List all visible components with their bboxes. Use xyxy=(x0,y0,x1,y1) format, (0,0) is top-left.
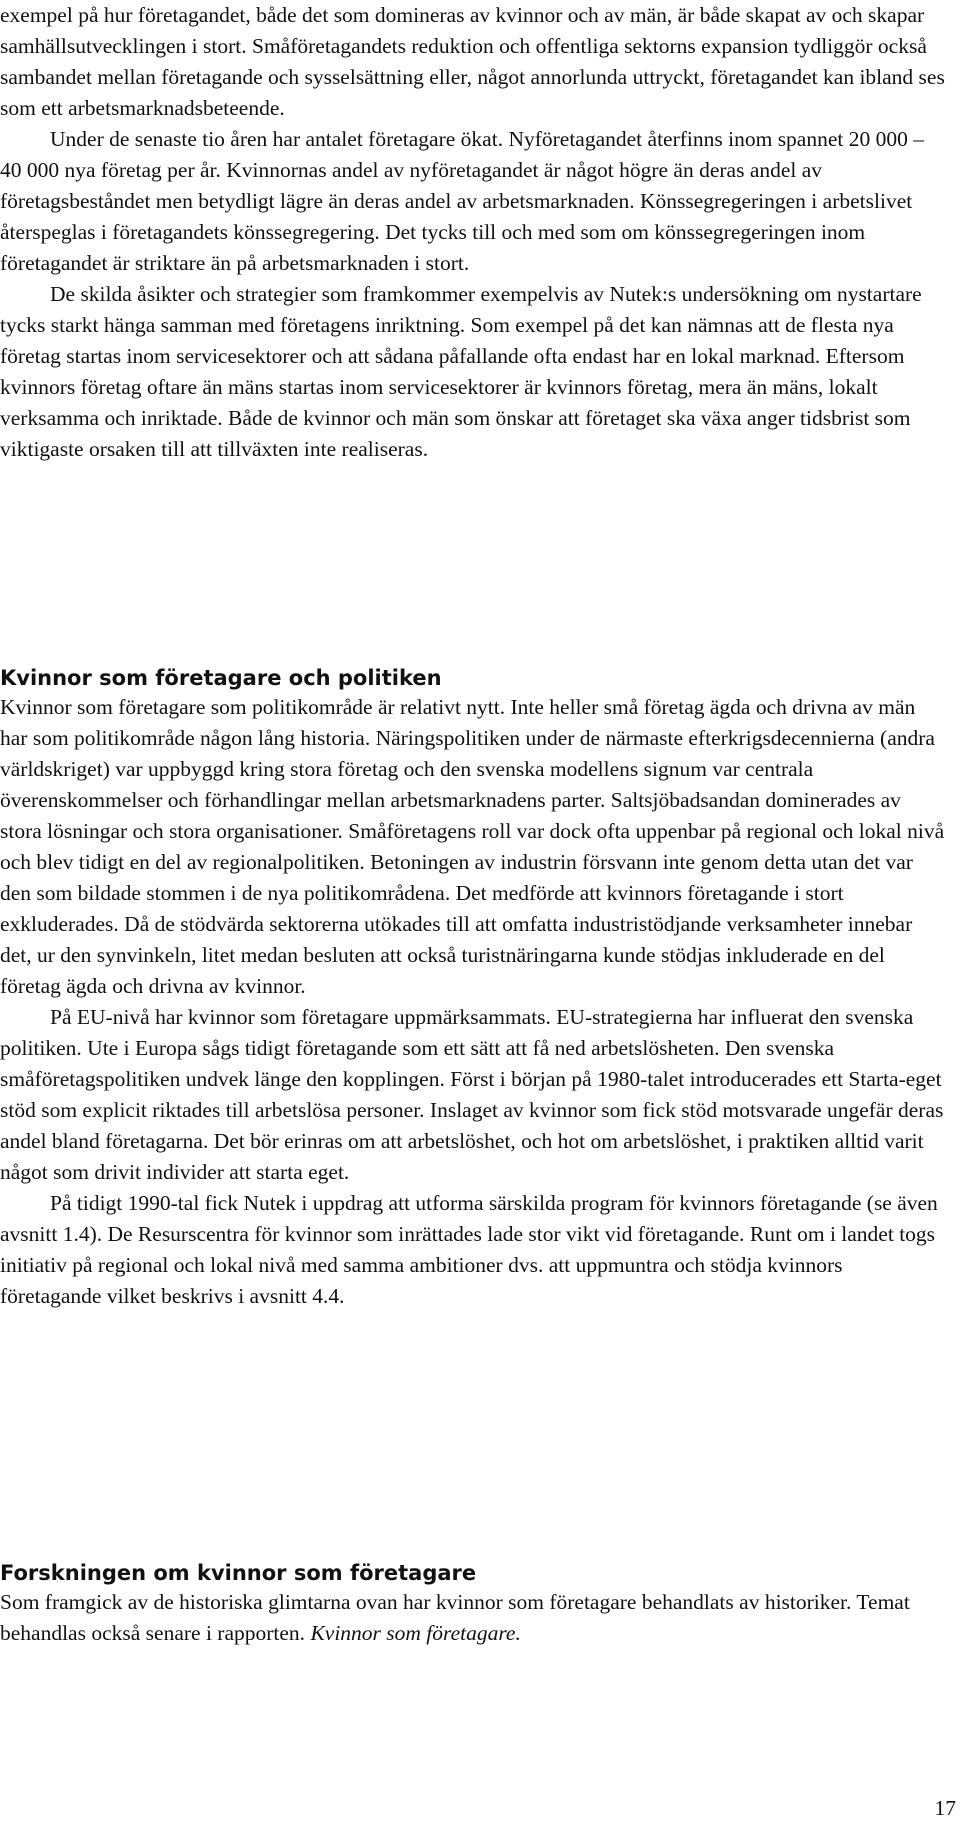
paragraph: De skilda åsikter och strategier som framkommer exempelvis av Nutek:s undersökning om nystartare tycks starkt hänga samman med företagens inriktning. Som exempel på det kan nämnas att de flesta nya företag startas inom servicesektorer och att sådana påfallande ofta endast har en lokal marknad. Eftersom kvinnors företag oftare än mäns startas inom servicesektorer är kvinnors företag, mera än mäns, lokalt verksamma och inriktade. Både de kvinnor och män som önskar att företaget ska växa anger tidsbrist som viktigaste orsaken till att tillväxten inte realiseras. xyxy=(0,282,922,461)
paragraph: Kvinnor som företagare som politikområde är relativt nytt. Inte heller små företag ägda och drivna av män har som politikområde någon lång historia. Näringspolitiken under de närmaste efterkrigsdecennierna (andra världskriget) var uppbyggd kring stora företag och den svenska modellens signum var centrala överenskommelser och förhandlingar mellan arbetsmarknadens parter. Saltsjöbadsandan dominerades av stora lösningar och stora organisationer. Småföretagens roll var dock ofta uppenbar på regional och lokal nivå och blev tidigt en del av regionalpolitiken. Betoningen av industrin försvann inte genom detta utan det var den som bildade stommen i de nya politikområdena. Det medförde att kvinnors företagande i stort exkluderades. Då de stödvärda sektorerna utökades till att omfatta industristödjande verksamheter innebar det, ur den synvinkeln, litet medan besluten att också turistnäringarna kunde stödjas inkluderade en del företag ägda och drivna av kvinnor. xyxy=(0,695,945,998)
report-title-italic: Kvinnor som företagare. xyxy=(310,1621,521,1645)
paragraph: exempel på hur företagandet, både det som domineras av kvinnor och av män, är både skapat av och skapar samhällsutvecklingen i stort. Småföretagandets reduktion och offentliga sektorns expansion tydliggör också sambandet mellan företagande och sysselsättning eller, något annorlunda uttryckt, företagandet kan ibland ses som ett arbetsmarknadsbeteende. xyxy=(0,3,945,120)
paragraph: På EU-nivå har kvinnor som företagare uppmärksammats. EU-strategierna har influerat den svenska politiken. Ute i Europa sågs tidigt företagande som ett sätt att få ned arbetslösheten. Den svenska småföretagspolitiken undvek länge den kopplingen. Först i början på 1980-talet introducerades ett Starta-eget stöd som explicit riktades till arbetslösa personer. Inslaget av kvinnor som fick stöd motsvarade ungefär deras andel bland företagarna. Det bör erinras om att arbetslöshet, och hot om arbetslöshet, i praktiken alltid varit något som drivit individer att starta eget. xyxy=(0,1005,944,1184)
research-text-block xyxy=(0,1587,948,1649)
paragraph xyxy=(0,1587,948,1649)
paragraph: På tidigt 1990-tal fick Nutek i uppdrag att utforma särskilda program för kvinnors företagande (se även avsnitt 1.4). De Resurscentra för kvinnor som inrättades lade stor vikt vid företagande. Runt om i landet togs initiativ på regional och lokal nivå med samma ambitioner dvs. att uppmuntra och stödja kvinnors företagande vilket beskrivs i avsnitt 4.4. xyxy=(0,1191,938,1308)
page-number: 17 xyxy=(934,1796,956,1820)
paragraph-text: Som framgick av de historiska glimtarna ovan har kvinnor som företagare behandlats av historiker. Temat behandlas också senare i rapporten. xyxy=(0,1590,910,1645)
intro-text-block xyxy=(0,0,948,465)
paragraph: Under de senaste tio åren har antalet företagare ökat. Nyföretagandet återfinns inom spannet 20 000 – 40 000 nya företag per år. Kvinnornas andel av nyföretagandet är något högre än deras andel av företagsbeståndet men betydligt lägre än deras andel av arbetsmarknaden. Könssegregeringen i arbetslivet återspeglas i företagandets könssegregering. Det tycks till och med som om könssegregeringen inom företagandet är striktare än på arbetsmarknaden i stort. xyxy=(0,127,924,275)
section-heading-research: Forskningen om kvinnor som företagare xyxy=(0,1561,477,1585)
politics-text-block xyxy=(0,692,948,1312)
section-heading-politics: Kvinnor som företagare och politiken xyxy=(0,666,442,690)
